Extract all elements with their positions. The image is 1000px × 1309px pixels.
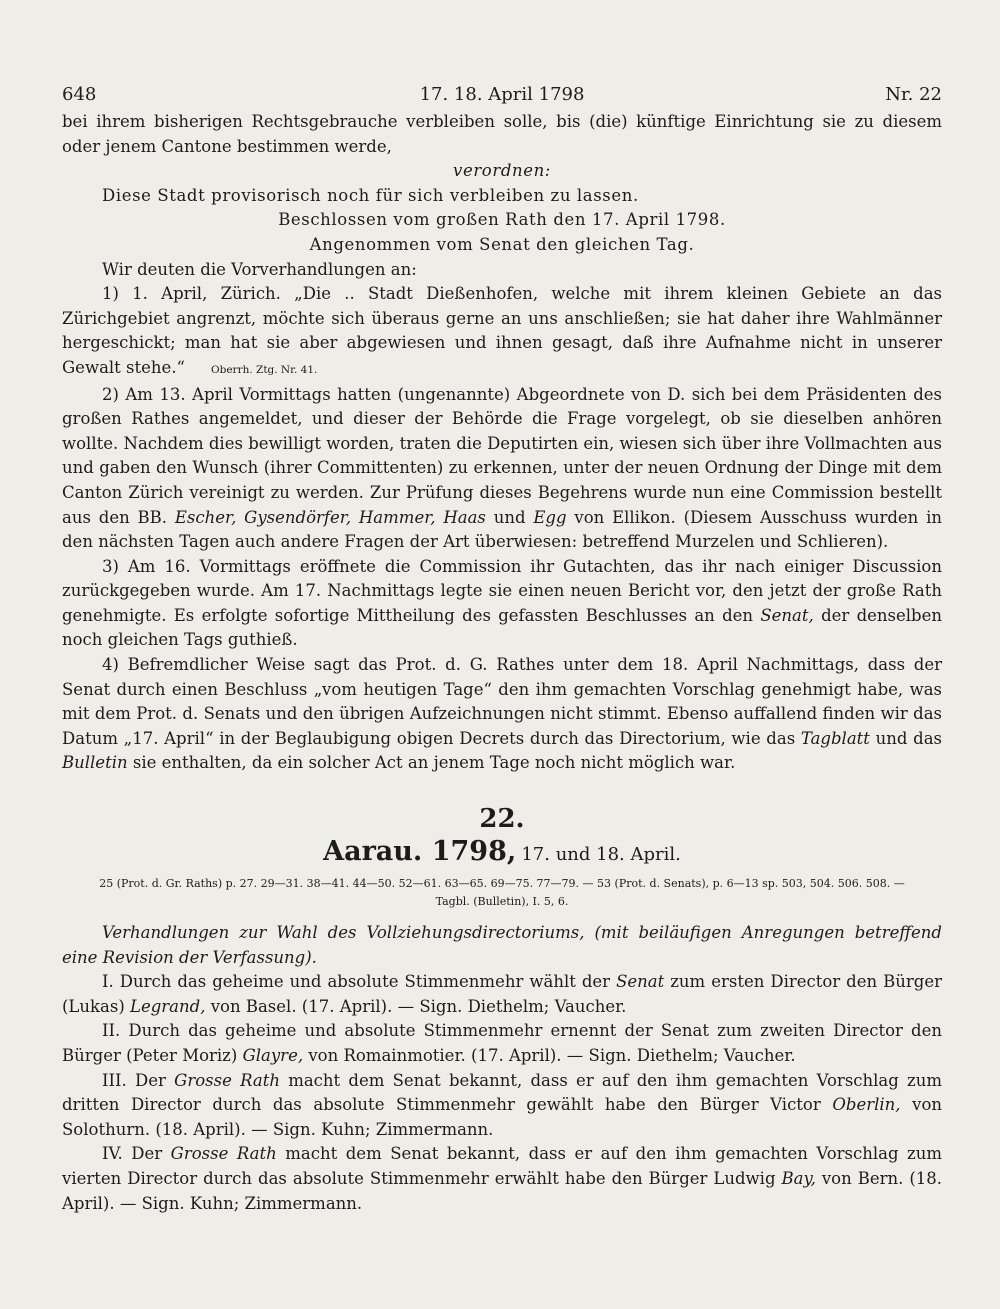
document-page	[62, 84, 942, 1216]
page-number: 648	[62, 84, 97, 105]
beschlossen-line: Beschlossen vom großen Rath den 17. April 1798.	[278, 210, 726, 230]
item-i-text: I. Durch das geheime und absolute Stimmenmehr wählt der	[102, 972, 611, 992]
item-iv-text: IV. Der	[102, 1144, 163, 1164]
word-tagblatt: Tagblatt	[800, 728, 870, 748]
item-i-text-mid: zum ersten Director den Bürger (Lukas)	[62, 972, 942, 1016]
note-1-source: Oberrh. Ztg. Nr. 41.	[211, 363, 318, 376]
name-hammer: Hammer,	[358, 507, 436, 527]
item-iv-grosse-rath: Grosse Rath	[170, 1144, 277, 1164]
section-number: 22.	[479, 804, 525, 835]
name-gysendorfer: Gysendörfer,	[244, 507, 352, 527]
header-date: 17. 18. April 1798	[419, 84, 585, 105]
section-place-year: Aarau. 1798,	[323, 836, 517, 868]
item-i-text-end: von Basel. (17. April). — Sign. Diethelm; Vaucher.	[210, 996, 627, 1016]
name-egg: Egg	[533, 507, 567, 527]
name-escher: Escher,	[174, 507, 237, 527]
header-number: Nr. 22	[885, 84, 942, 105]
note-4-text: 4) Befremdlicher Weise sagt das Prot. d. G. Rathes unter dem 18. April Nachmittags, dass der Senat durch einen Beschluss „vom heutigen Tage“ den ihm gemachten Vorschlag genehmigt habe, was mit dem Prot. d. Senats und den übrigen Aufzeichnungen nicht stimmt. Ebenso auffallend finden wir das Datum „17. April“ in der Beglaubigung obigen Decrets durch das Directorium, wie das	[62, 655, 942, 748]
note-2-text: 2) Am 13. April Vormittags hatten (ungenannte) Abgeordnete von D. sich bei dem Präsidenten des großen Rathes angemeldet, und dieser der Behörde die Frage vorgelegt, ob sie dieselben anhören wollte. Nachdem dies bewilligt worden, traten die Deputirten ein, wiesen sich über ihre Vollmachten aus und gaben den Wunsch (ihrer Committenten) zu erkennen, unter der neuen Ordnung der Dinge mit dem Canton Zürich vereinigt zu werden. Zur Prüfung dieses Begehrens wurde nun eine Commission bestellt aus den BB.	[62, 384, 942, 527]
note-4	[62, 653, 942, 776]
section-title	[62, 834, 942, 873]
section-heading: Verhandlungen zur Wahl des Vollziehungsdirectoriums, (mit beiläufigen Anregungen betreffend eine Revision der Verfassung).	[62, 923, 942, 967]
note-3	[62, 555, 942, 653]
verordnen-line: verordnen:	[453, 161, 551, 181]
item-iii-text-end: von Solothurn. (18. April). — Sign. Kuhn; Zimmermann.	[62, 1095, 943, 1139]
item-iv-text-mid: macht dem Senat bekannt, dass er auf den ihm gemachten Vorschlag zum vierten Director durch das absolute Stimmenmehr erwählt habe den Bürger Ludwig	[62, 1144, 943, 1188]
note-2	[62, 383, 942, 555]
running-header	[62, 84, 942, 110]
sources-line-2: Tagbl. (Bulletin), I. 5, 6.	[435, 895, 569, 909]
word-bulletin: Bulletin	[62, 753, 128, 773]
note-1-text: 1) 1. April, Zürich. „Die .. Stadt Dießenhofen, welche mit ihrem kleinen Gebiete an das Zürichgebiet angrenzt, möchte sich überaus gerne an uns anschließen; sie hat daher ihre Wahlmänner hergeschickt; man hat sie aber abgewiesen und ihnen gesagt, daß ihre Aufnahme nicht in unserer Gewalt stehe.“	[62, 284, 942, 377]
item-iii-grosse-rath: Grosse Rath	[174, 1070, 280, 1090]
item-ii	[62, 1019, 942, 1068]
item-ii-text-end: von Romainmotier. (17. April). — Sign. Diethelm; Vaucher.	[308, 1046, 796, 1065]
note-3-text-end: der denselben noch gleichen Tags guthieß.	[62, 605, 942, 650]
name-bay: Bay,	[781, 1168, 816, 1188]
item-ii-text: II. Durch das geheime und absolute Stimmenmehr ernennt der Senat zum zweiten Director den Bürger (Peter Moriz)	[62, 1021, 942, 1065]
section-dates: 17. und 18. April.	[521, 844, 681, 866]
word-senat: Senat,	[760, 605, 814, 625]
note-2-text-end: von Ellikon. (Diesem Ausschuss wurden in den nächsten Tagen auch andere Fragen der Art überwiesen: betreffend Murzelen und Schlieren).	[62, 507, 943, 552]
decree-text: Diese Stadt provisorisch noch für sich verbleiben zu lassen.	[102, 185, 639, 205]
item-iii-text-mid: macht dem Senat bekannt, dass er auf den ihm gemachten Vorschlag zum dritten Director durch das absolute Stimmenmehr gewählt habe den Bürger Victor	[62, 1070, 943, 1115]
item-iv	[62, 1142, 942, 1216]
note-4-text-end: sie enthalten, da ein solcher Act an jenem Tage noch nicht möglich war.	[132, 753, 736, 773]
note-2-und: und	[493, 507, 526, 527]
name-oberlin: Oberlin,	[832, 1095, 901, 1115]
note-3-text: 3) Am 16. Vormittags eröffnete die Commission ihr Gutachten, das ihr nach einiger Discussion zurückgegeben wurde. Am 17. Nachmittags legte sie einen neuen Bericht vor, den jetzt der große Rath genehmigte. Es erfolgte sofortige Mittheilung des gefassten Beschlusses an den	[62, 556, 942, 625]
section-sources	[62, 875, 942, 911]
vorverhandlungen-intro: Wir deuten die Vorverhandlungen an:	[102, 259, 417, 279]
item-iii	[62, 1069, 942, 1143]
item-iv-text-end: von Bern. (18. April). — Sign. Kuhn; Zimmermann.	[62, 1168, 942, 1213]
continued-paragraph: bei ihrem bisherigen Rechtsgebrauche verbleiben solle, bis (die) künftige Einrichtung sie zu diesem oder jenem Cantone bestimmen werde,	[62, 112, 942, 156]
note-1	[62, 282, 942, 382]
sources-line-1: 25 (Prot. d. Gr. Raths) p. 27. 29—31. 38—41. 44—50. 52—61. 63—65. 69—75. 77—79. — 53 (Prot. d. Senats), p. 6—13 sp. 503, 504. 506. 508. —	[99, 877, 905, 891]
item-iii-text: III. Der	[102, 1070, 166, 1090]
name-glayre: Glayre,	[242, 1046, 304, 1065]
item-i-senat: Senat	[616, 972, 665, 992]
name-haas: Haas	[443, 507, 486, 527]
angenommen-line: Angenommen vom Senat den gleichen Tag.	[309, 234, 695, 254]
item-i	[62, 970, 942, 1019]
note-4-und: und das	[875, 728, 943, 748]
name-legrand: Legrand,	[130, 996, 206, 1016]
